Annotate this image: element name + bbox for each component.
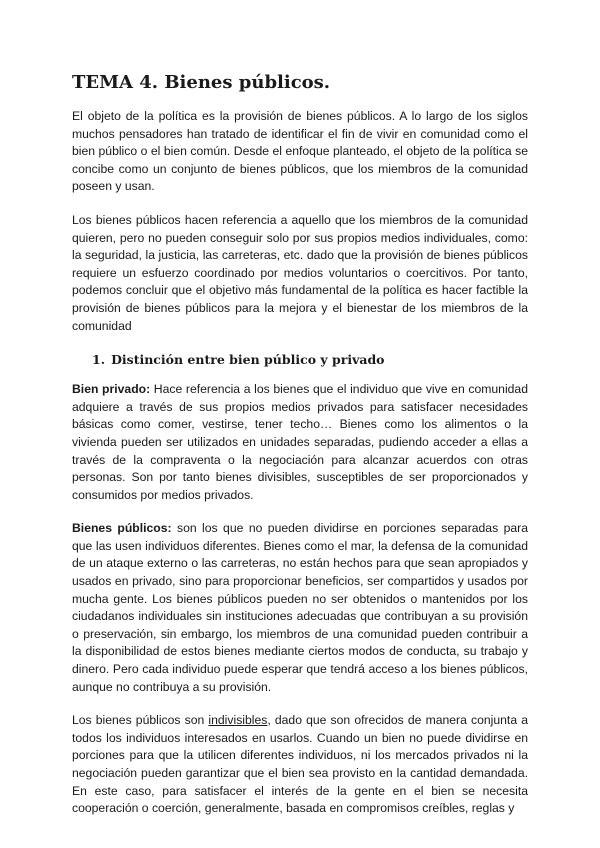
section-number: 1.: [92, 352, 106, 368]
public-goods-term: Bienes públicos:: [72, 521, 172, 536]
indivisible-paragraph: [72, 712, 528, 818]
private-good-paragraph: [72, 381, 528, 504]
section-heading-1: [92, 351, 528, 369]
document-page: [72, 72, 528, 834]
intro-paragraph-2: Los bienes públicos hacen referencia a aquello que los miembros de la comunidad quieren, pero no pueden conseguir solo por sus propios medios individuales, como: la seguridad, la justicia, las carreteras, etc. dado que la provisión de bienes públicos requiere un esfuerzo coordinado por medios voluntarios o coercitivos. Por tanto, podemos concluir que el objetivo más fundamental de la política es hacer factible la provisión de bienes públicos para la mejora y el bienestar de los miembros de la comunidad: [72, 212, 528, 333]
intro-paragraph-1: El objeto de la política es la provisión de bienes públicos. A lo largo de los siglos muchos pensadores han tratado de identificar el fin de vivir en comunidad como el bien público o el bien común. Desde el enfoque planteado, el objeto de la política se concibe como un conjunto de bienes públicos, que los miembros de la comunidad poseen y usan.: [72, 109, 528, 194]
indivisible-text-before: Los bienes públicos son: [72, 713, 209, 728]
private-good-term: Bien privado:: [72, 382, 151, 397]
indivisible-text-after: , dado que son ofrecidos de manera conjunta a todos los individuos interesados en usarlos. Cuando un bien no puede dividirse en porciones para que la utilicen diferentes individuos, ni los mercados privados ni la negociación pueden garantizar que el bien sea provisto en la cantidad demandada. En este caso, para satisfacer el interés de la gente en el bien se necesita cooperación o coerción, generalmente, basada en compromisos creíbles, reglas y: [72, 713, 528, 816]
page-title: TEMA 4. Bienes públicos.: [72, 72, 331, 93]
private-good-text: Hace referencia a los bienes que el individuo que vive en comunidad adquiere a través de sus propios medios privados para satisfacer necesidades básicas como comer, vestirse, tener techo… Bienes como los alimentos o la vivienda pueden ser utilizados en unidades separadas, pudiendo acceder a ellas a través de la compraventa o la negociación para alcanzar acuerdos con otras personas. Son por tanto bienes divisibles, susceptibles de ser proporcionados y consumidos por medios privados.: [72, 382, 528, 502]
indivisible-term: indivisibles: [208, 713, 268, 728]
public-goods-paragraph: [72, 520, 528, 696]
section-heading-text: Distinción entre bien público y privado: [111, 352, 385, 368]
public-goods-text: son los que no pueden dividirse en porciones separadas para que las usen individuos diferentes. Bienes como el mar, la defensa de la comunidad de un ataque externo o las carreteras, no están hechos para que sean apropiados y usados en privado, sino para proporcionar beneficios, ser compartidos y usados por mucha gente. Los bienes públicos pueden no ser obtenidos o mantenidos por los ciudadanos individuales sin instituciones adecuadas que contribuyan a su provisión o preservación, sin embargo, los miembros de una comunidad pueden contribuir a la disponibilidad de estos bienes mediante ciertos modos de conducta, su trabajo y dinero. Pero cada individuo puede esperar que tendrá acceso a los bienes públicos, aunque no contribuya a su provisión.: [72, 521, 528, 694]
